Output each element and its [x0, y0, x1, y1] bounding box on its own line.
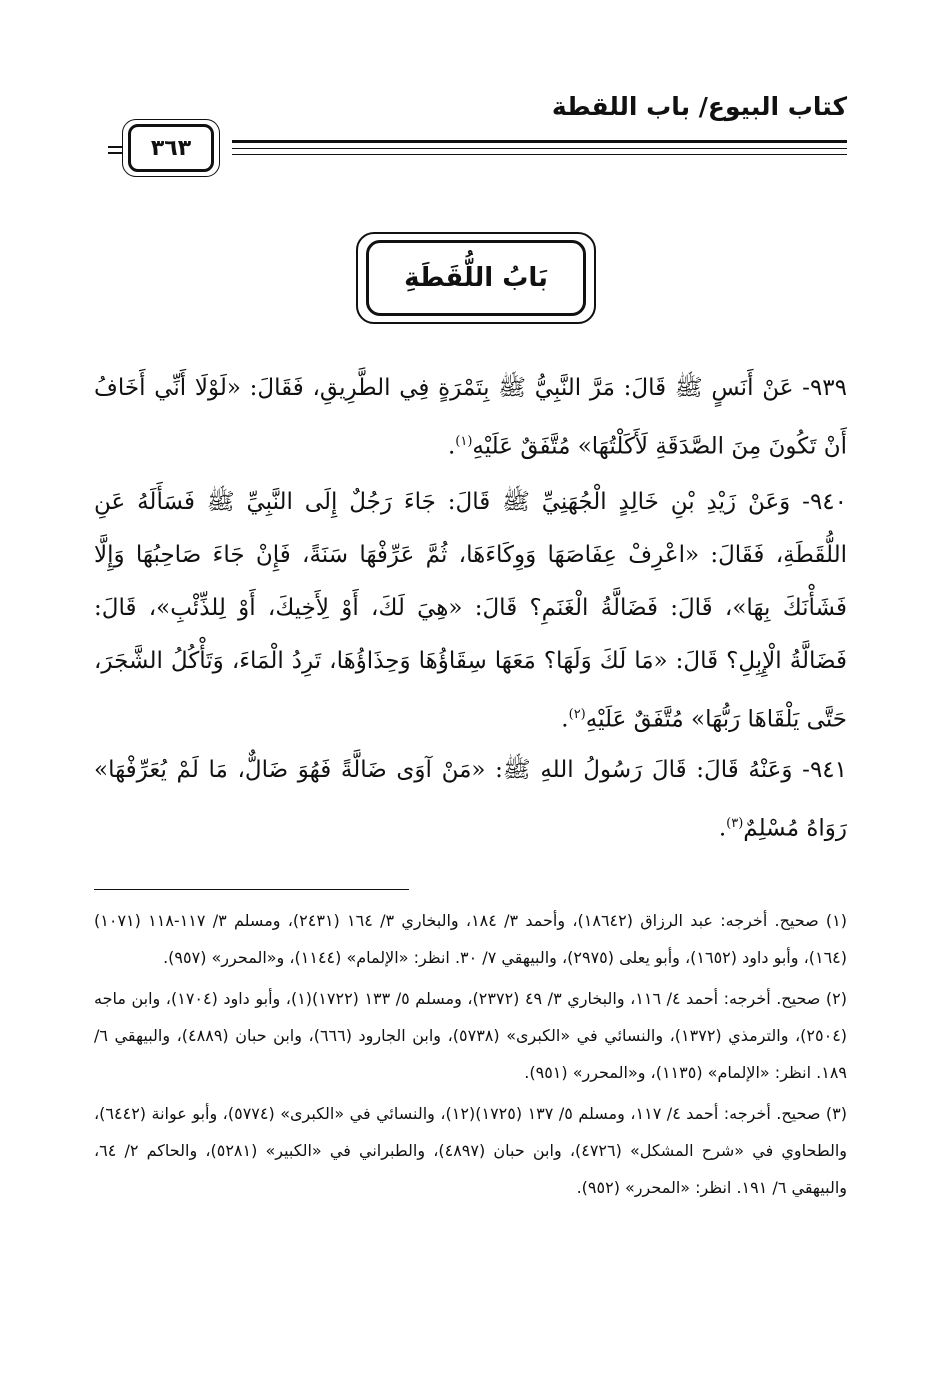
running-title: كتاب البيوع/ باب اللقطة	[551, 92, 847, 121]
header-rule	[232, 154, 847, 155]
header-rule	[108, 146, 122, 148]
hadith-939	[94, 362, 847, 474]
page-number: ٣٦٣	[128, 124, 214, 172]
hadith-941	[94, 744, 847, 856]
footnote-ref[interactable]: (١)	[455, 434, 473, 449]
hadith-end: .	[561, 706, 569, 733]
footnote-separator	[94, 889, 409, 890]
footnote-1: (١) صحيح. أخرجه: عبد الرزاق (١٨٦٤٢)، وأحمد ٣/ ١٨٤، والبخاري ٣/ ١٦٤ (٢٤٣١)، ومسلم ٣/ ١١٧-١١٨ (١٠٧١)(١٦٤)، وأبو داود (١٦٥٢)، وأبو يعلى (٢٩٧٥)، والبيهقي ٧/ ٣٠. انظر: «الإلمام» (١١٤٤)، و«المحرر» (٩٥٧).	[94, 911, 848, 967]
footnotes	[94, 902, 847, 1210]
footnote-2: (٢) صحيح. أخرجه: أحمد ٤/ ١١٦، والبخاري ٣/ ٤٩ (٢٣٧٢)، ومسلم ٥/ ١٣٣ (١٧٢٢)(١)، وأبو داود (١٧٠٤)، وابن ماجه (٢٥٠٤)، والترمذي (١٣٧٢)، والنسائي في «الكبرى» (٥٧٣٨)، وابن الجارود (٦٦٦)، وابن حبان (٤٨٨٩)، والبيهقي ٦/ ١٨٩. انظر: «الإلمام» (١١٣٥)، و«المحرر» (٩٥١).	[94, 989, 848, 1082]
chapter-title-frame	[356, 232, 596, 324]
hadith-text: ٩٣٩- عَنْ أَنَسٍ ﷺ قَالَ: مَرَّ النَّبِيُّ ﷺ بِتَمْرَةٍ فِي الطَّرِيقِ، فَقَالَ: «لَوْلَا أَنِّي أَخَافُ أَنْ تَكُونَ مِنَ الصَّدَقَةِ لَأَكَلْتُهَا» مُتَّفَقٌ عَلَيْهِ	[94, 375, 847, 460]
hadith-text: ٩٤٠- وَعَنْ زَيْدِ بْنِ خَالِدٍ الْجُهَنِيِّ ﷺ قَالَ: جَاءَ رَجُلٌ إِلَى النَّبِيِّ ﷺ فَسَأَلَهُ عَنِ اللُّقَطَةِ، فَقَالَ: «اعْرِفْ عِفَاصَهَا وَوِكَاءَهَا، ثُمَّ عَرِّفْهَا سَنَةً، فَإِنْ جَاءَ صَاحِبُهَا وَإِلَّا فَشَأْنَكَ بِهَا»، قَالَ: فَضَالَّةُ الْغَنَمِ؟ قَالَ: «هِيَ لَكَ، أَوْ لِأَخِيكَ، أَوْ لِلذِّئْبِ»، قَالَ: فَضَالَّةُ الْإِبِلِ؟ قَالَ: «مَا لَكَ وَلَهَا؟ مَعَهَا سِقَاؤُهَا وَحِذَاؤُهَا، تَرِدُ الْمَاءَ، وَتَأْكُلُ الشَّجَرَ، حَتَّى يَلْقَاهَا رَبُّهَا» مُتَّفَقٌ عَلَيْهِ	[94, 489, 847, 733]
header-rule	[232, 140, 847, 143]
hadith-end: .	[447, 433, 456, 460]
footnote-ref[interactable]: (٢)	[568, 707, 586, 722]
hadith-text: ٩٤١- وَعَنْهُ قَالَ: قَالَ رَسُولُ اللهِ ﷺ: «مَنْ آوَى ضَالَّةً فَهُوَ ضَالٌّ، مَا لَمْ يُعَرِّفْهَا» رَوَاهُ مُسْلِمٌ	[94, 757, 847, 842]
chapter-title: بَابُ اللُّقَطَةِ	[366, 240, 586, 316]
header-rule	[232, 148, 847, 149]
header-rule	[108, 152, 122, 154]
footnote-ref[interactable]: (٣)	[726, 816, 744, 831]
hadith-end: .	[718, 815, 727, 842]
hadith-940	[94, 476, 847, 747]
footnote-3: (٣) صحيح. أخرجه: أحمد ٤/ ١١٧، ومسلم ٥/ ١٣٧ (١٧٢٥)(١٢)، والنسائي في «الكبرى» (٥٧٧٤)، وأبو عوانة (٦٤٤٢)، والطحاوي في «شرح المشكل» (٤٧٢٦)، وابن حبان (٤٨٩٧)، والطبراني في «الكبير» (٥٢٨١)، والحاكم ٢/ ٦٤، والبيهقي ٦/ ١٩١. انظر: «المحرر» (٩٥٢).	[94, 1104, 847, 1197]
